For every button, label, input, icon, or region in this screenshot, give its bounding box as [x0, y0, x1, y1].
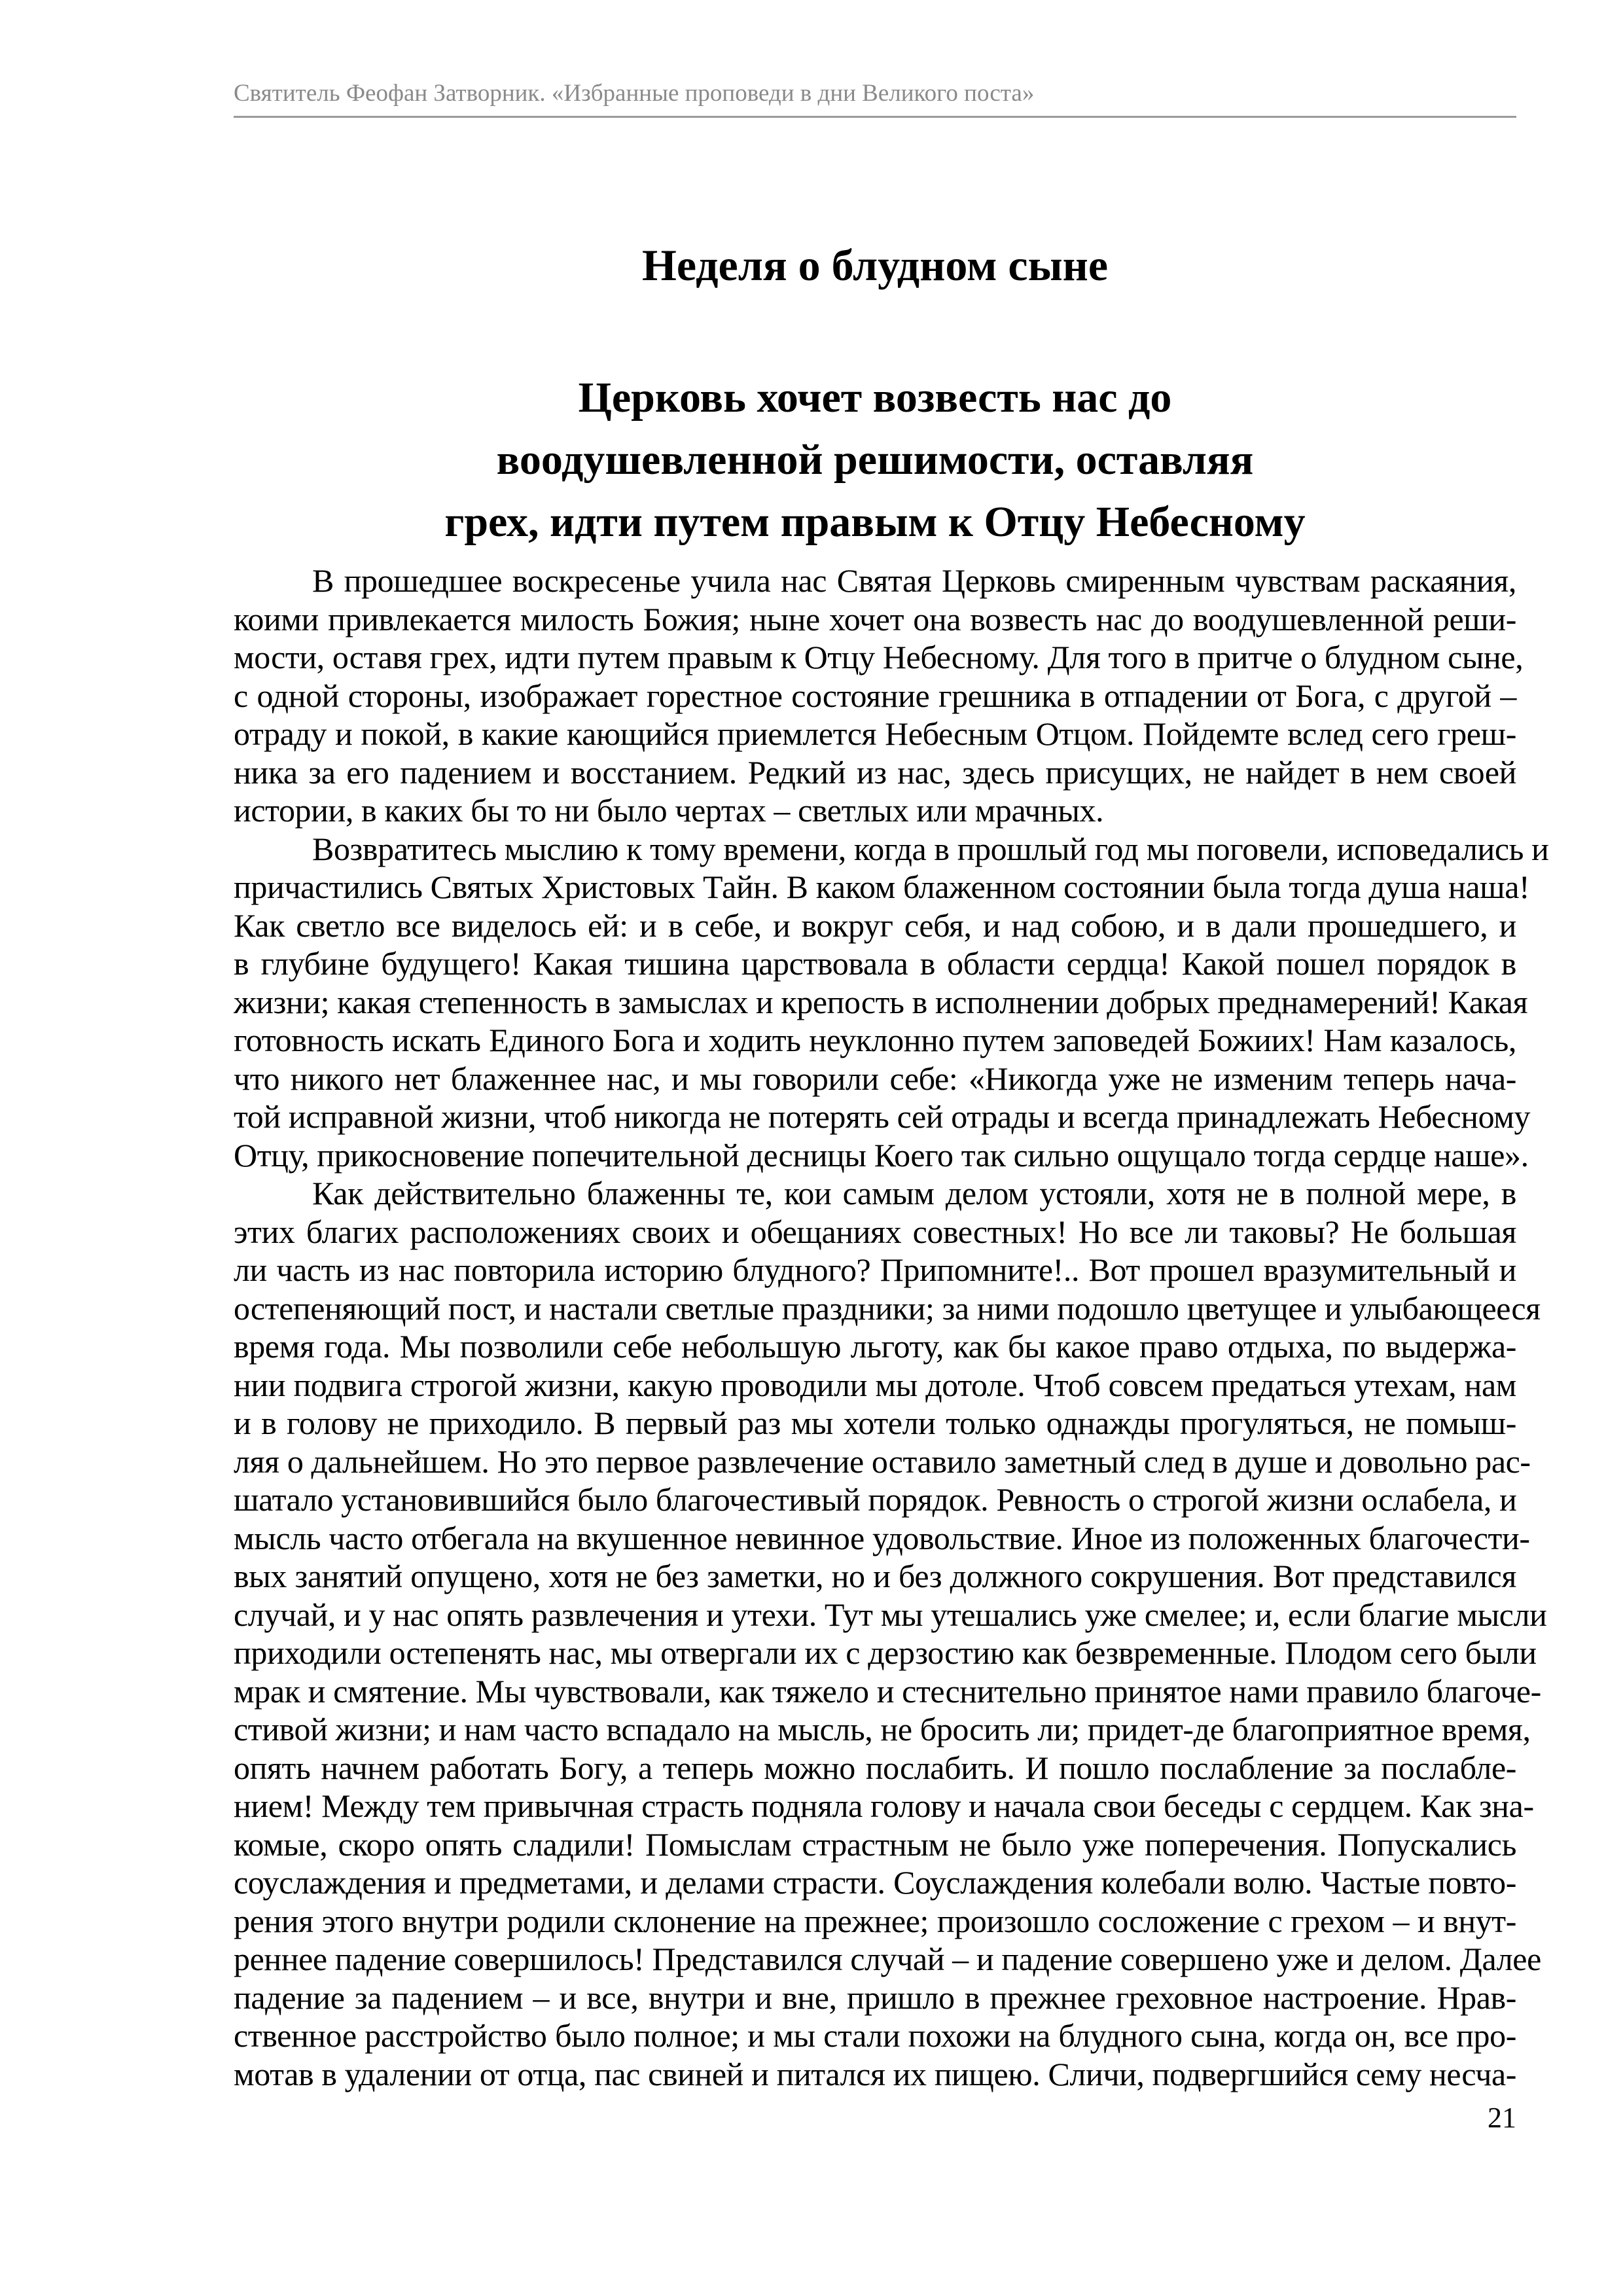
text-line: в глубине будущего! Какая тишина царствовала в области сердца! Какой пошел порядок в: [234, 945, 1516, 982]
text-line: и в голову не приходило. В первый раз мы хотели только однажды прогуляться, не помыш-: [234, 1405, 1516, 1441]
text-line: отраду и покой, в какие кающийся приемлется Небесным Отцом. Пойдемте вслед сего греш-: [234, 715, 1516, 752]
text-line: случай, и у нас опять развлечения и утехи. Тут мы утешались уже смелее; и, если благие мысли: [234, 1596, 1547, 1633]
text-line: мотав в удалении от отца, пас свиней и питался их пищею. Сличи, подвергшийся сему несча-: [234, 2055, 1517, 2092]
text-line: вых занятий опущено, хотя не без заметки, но и без должного сокрушения. Вот представился: [234, 1558, 1516, 1594]
text-line: Отцу, прикосновение попечительной десницы Коего так сильно ощущало тогда сердце наше».: [234, 1136, 1529, 1174]
text-line: жизни; какая степенность в замыслах и крепость в исполнении добрых преднамерений! Какая: [234, 983, 1528, 1020]
paragraph: [234, 830, 1549, 1175]
text-line: рения этого внутри родили склонение на прежнее; произошло сосложение с грехом – и внут-: [234, 1902, 1516, 1939]
text-line: Как светло все виделось ей: и в себе, и вокруг себя, и над собою, и в дали прошедшего, и: [234, 906, 1516, 944]
text-line: мости, оставя грех, идти путем правым к Отцу Небесному. Для того в притче о блудном сыне,: [234, 639, 1524, 675]
text-line: причастились Святых Христовых Тайн. В каком блаженном состоянии была тогда душа наша!: [234, 869, 1530, 905]
section-title-line: Церковь хочет возвесть нас до: [578, 374, 1172, 422]
text-line: что никого нет блаженнее нас, и мы говорили себе: «Никогда уже не изменим теперь нача-: [234, 1060, 1516, 1097]
text-line: остепеняющий пост, и настали светлые праздники; за ними подошло цветущее и улыбающееся: [234, 1289, 1541, 1327]
text-line: ственное расстройство было полное; и мы стали похожи на блудного сына, когда он, все про-: [234, 2017, 1516, 2054]
section-title-line: воодушевленной решимости, оставляя: [496, 436, 1254, 484]
text-line: мысль часто отбегала на вкушенное невинное удовольствие. Иное из положенных благочести-: [234, 1519, 1530, 1556]
section-title: [234, 367, 1516, 553]
section-title-line: грех, идти путем правым к Отцу Небесному: [444, 498, 1306, 546]
text-line: этих благих расположениях своих и обещаниях совестных! Но все ли таковы? Не большая: [234, 1213, 1516, 1250]
text-line: шатало установившийся было благочестивый порядок. Ревность о строгой жизни ослабела, и: [234, 1481, 1517, 1518]
text-line: соуслаждения и предметами, и делами страсти. Соуслаждения колебали волю. Частые повто-: [234, 1864, 1516, 1901]
page-number: 21: [1488, 2102, 1516, 2134]
text-line: опять начнем работать Богу, а теперь можно послабить. И пошло послабление за послабле-: [234, 1749, 1516, 1786]
text-line: В прошедшее воскресенье учила нас Святая Церковь смиренным чувствам раскаяния,: [312, 562, 1516, 599]
text-line: падение за падением – и все, внутри и вне, пришло в прежнее греховное настроение. Нрав-: [234, 1979, 1516, 2016]
text-line: реннее падение совершилось! Представился случай – и падение совершено уже и делом. Далее: [234, 1941, 1541, 1977]
text-line: Возвратитесь мыслию к тому времени, когда в прошлый год мы поговели, исповедались и: [312, 830, 1549, 867]
text-line: ляя о дальнейшем. Но это первое развлечение оставило заметный след в душе и довольно рас-: [234, 1443, 1531, 1480]
text-line: с одной стороны, изображает горестное состояние грешника в отпадении от Бога, с другой –: [234, 677, 1516, 714]
text-line: коими привлекается милость Божия; ныне хочет она возвесть нас до воодушевленной реши-: [234, 600, 1516, 637]
text-line: мрак и смятение. Мы чувствовали, как тяжело и стеснительно принятое нами правило благоче-: [234, 1672, 1541, 1710]
header-rule: [234, 116, 1516, 118]
running-header: Святитель Феофан Затворник. «Избранные проповеди в дни Великого поста»: [234, 80, 1035, 107]
text-line: истории, в каких бы то ни было чертах – светлых или мрачных.: [234, 792, 1104, 829]
text-line: время года. Мы позволили себе небольшую льготу, как бы какое право отдыха, по выдержа-: [234, 1328, 1516, 1365]
text-line: той исправной жизни, чтоб никогда не потерять сей отрады и всегда принадлежать Небесному: [234, 1098, 1531, 1135]
text-line: нии подвига строгой жизни, какую проводили мы дотоле. Чтоб совсем предаться утехам, нам: [234, 1366, 1516, 1403]
text-line: готовность искать Единого Бога и ходить неуклонно путем заповедей Божиих! Нам казалось,: [234, 1022, 1516, 1058]
text-line: комые, скоро опять сладили! Помыслам страстным не было уже поперечения. Попускались: [234, 1825, 1516, 1863]
text-line: нием! Между тем привычная страсть подняла голову и начала свои беседы с сердцем. Как зна-: [234, 1787, 1534, 1824]
paragraph: [234, 562, 1524, 830]
text-line: ника за его падением и восстанием. Редкий из нас, здесь присущих, не найдет в нем своей: [234, 753, 1516, 791]
paragraph: [234, 1174, 1547, 2093]
text-line: приходили остепенять нас, мы отвергали их с дерзостию как безвременные. Плодом сего были: [234, 1634, 1537, 1671]
text-line: ли часть из нас повторила историю блудного? Припомните!.. Вот прошел вразумительный и: [234, 1251, 1516, 1288]
chapter-title: Неделя о блудном сыне: [641, 240, 1109, 290]
text-line: Как действительно блаженны те, кои самым делом устояли, хотя не в полной мере, в: [312, 1175, 1516, 1211]
body-text: [234, 562, 1549, 2093]
text-line: стивой жизни; и нам часто вспадало на мысль, не бросить ли; придет-де благоприятное время,: [234, 1711, 1531, 1748]
